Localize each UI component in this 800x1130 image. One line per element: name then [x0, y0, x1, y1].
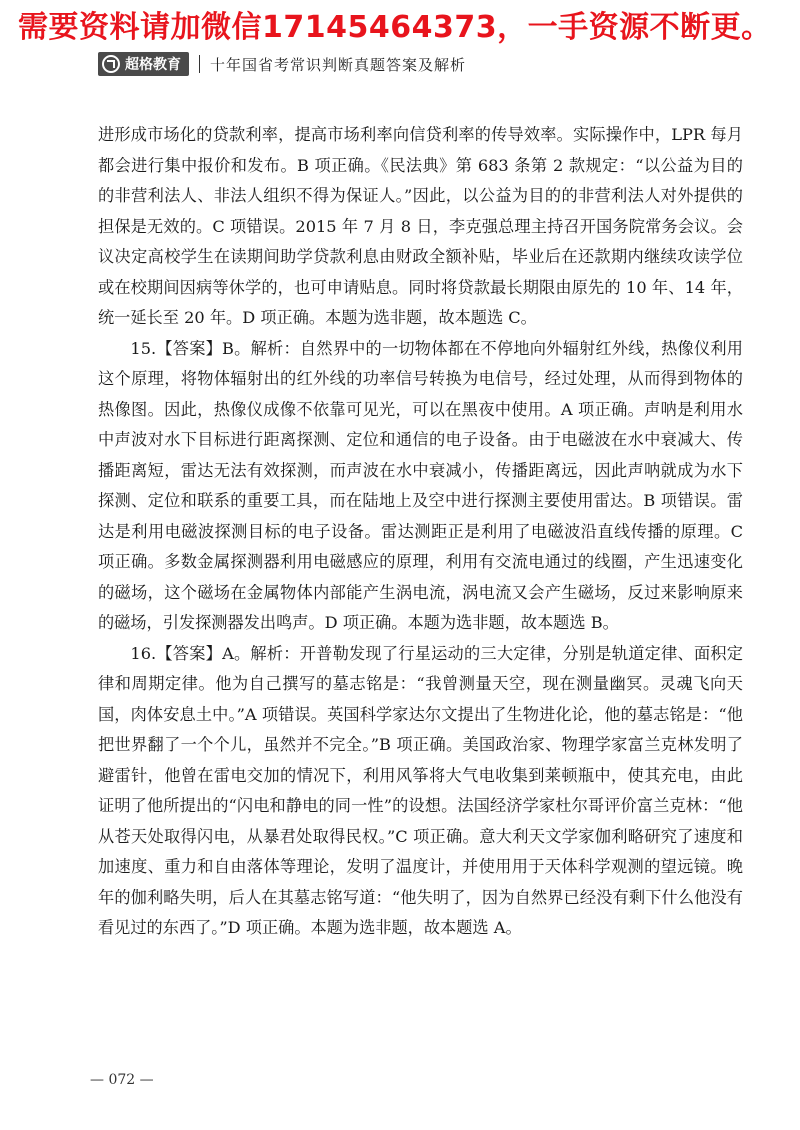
document-title: 十年国省考常识判断真题答案及解析 [210, 55, 467, 74]
paragraph-continuation: 进形成市场化的贷款利率，提高市场利率向信贷利率的传导效率。实际操作中，LPR 每月都会进行集中报价和发布。B 项正确。《民法典》第 683 条第 2 款规定：“以公益为目的的非营利法人、非法人组织不得为保证人。”因此，以公益为目的的非营利法人对外提供的担保是无效的。C 项错误。2015 年 7 月 8 日，李克强总理主持召开国务院常务会议。会议决定高校学生在读期间助学贷款利息由财政全额补贴，毕业后在还款期内继续攻读学位或在校期间因病等休学的，也可申请贴息。同时将贷款最长期限由原先的 10 年、14 年，统一延长至 20 年。D 项正确。本题为选非题，故本题选 C。 [98, 125, 743, 327]
header-divider [199, 55, 200, 73]
watermark-banner: 需要资料请加微信17145464373，一手资源不断更。 [18, 10, 772, 45]
answer-content [98, 120, 743, 944]
brand-logo [98, 52, 189, 76]
page-header [98, 50, 466, 78]
page-number: — 072 — [90, 1072, 154, 1088]
brand-logo-icon [102, 55, 120, 73]
brand-logo-text: 超格教育 [125, 57, 181, 73]
answer-paragraph-15: 15.【答案】B。解析：自然界中的一切物体都在不停地向外辐射红外线，热像仪利用这个原理，将物体辐射出的红外线的功率信号转换为电信号，经过处理，从而得到物体的热像图。因此，热像仪成像不依靠可见光，可以在黑夜中使用。A 项正确。声呐是利用水中声波对水下目标进行距离探测、定位和通信的电子设备。由于电磁波在水中衰减大、传播距离短，雷达无法有效探测，而声波在水中衰减小，传播距离远，因此声呐就成为水下探测、定位和联系的重要工具，而在陆地上及空中进行探测主要使用雷达。B 项错误。雷达是利用电磁波探测目标的电子设备。雷达测距正是利用了电磁波沿直线传播的原理。C 项正确。多数金属探测器利用电磁感应的原理，利用有交流电通过的线圈，产生迅速变化的磁场，这个磁场在金属物体内部能产生涡电流，涡电流又会产生磁场，反过来影响原来的磁场，引发探测器发出鸣声。D 项正确。本题为选非题，故本题选 B。 [98, 338, 743, 632]
answer-paragraph-16: 16.【答案】A。解析：开普勒发现了行星运动的三大定律，分别是轨道定律、面积定律和周期定律。他为自己撰写的墓志铭是：“我曾测量天空，现在测量幽冥。灵魂飞向天国，肉体安息土中。”A 项错误。英国科学家达尔文提出了生物进化论，他的墓志铭是：“他把世界翻了一个个儿，虽然并不完全。”B 项正确。美国政治家、物理学家富兰克林发明了避雷针，他曾在雷电交加的情况下，利用风筝将大气电收集到莱顿瓶中，使其充电，由此证明了他所提出的“闪电和静电的同一性”的设想。法国经济学家杜尔哥评价富兰克林：“他从苍天处取得闪电，从暴君处取得民权。”C 项正确。意大利天文学家伽利略研究了速度和加速度、重力和自由落体等理论，发明了温度计，并使用用于天体科学观测的望远镜。晚年的伽利略失明，后人在其墓志铭写道：“他失明了，因为自然界已经没有剩下什么他没有看见过的东西了。”D 项正确。本题为选非题，故本题选 A。 [98, 643, 743, 937]
